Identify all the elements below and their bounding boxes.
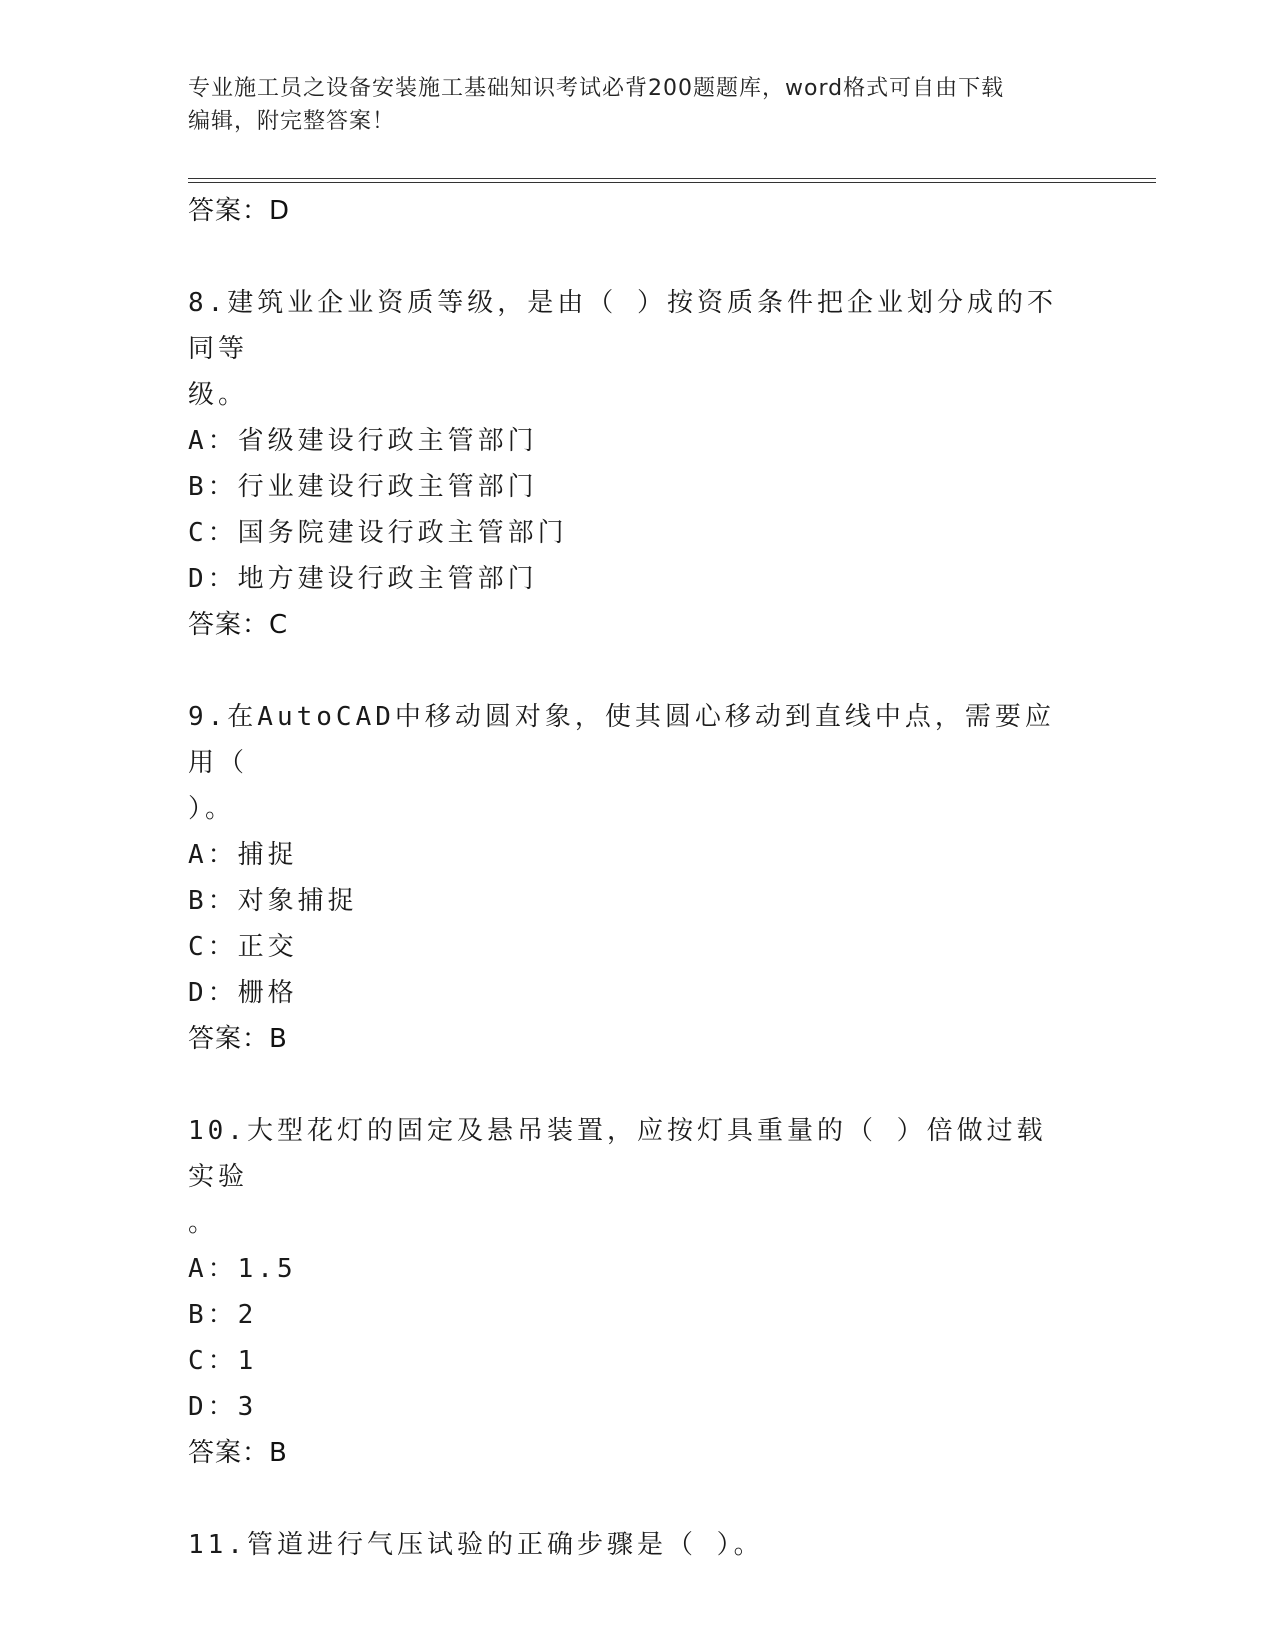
question-11 — [188, 1522, 1088, 1568]
question-9 — [188, 694, 1088, 1062]
option-b: B：对象捕捉 — [188, 886, 358, 916]
question-stem — [188, 1108, 1068, 1246]
previous-answer: 答案：D — [188, 196, 291, 226]
option-b: B：2 — [188, 1300, 258, 1330]
option-c: C：1 — [188, 1346, 258, 1376]
question-stem-line-2: ）。 — [188, 794, 236, 824]
option-d: D：栅格 — [188, 978, 298, 1008]
question-stem-line-2: 级。 — [188, 380, 249, 410]
option-d: D：地方建设行政主管部门 — [188, 564, 538, 594]
option-d: D：3 — [188, 1392, 258, 1422]
page-header — [188, 72, 1088, 138]
question-answer: 答案：B — [188, 1024, 288, 1054]
question-content — [188, 188, 1088, 1568]
question-stem-line-2: 。 — [188, 1208, 219, 1238]
header-line-1: 专业施工员之设备安装施工基础知识考试必背200题题库，word格式可自由下载 — [188, 76, 1005, 101]
option-b: B：行业建设行政主管部门 — [188, 472, 538, 502]
question-8 — [188, 280, 1088, 648]
option-a: A：1.5 — [188, 1254, 297, 1284]
question-answer: 答案：B — [188, 1438, 288, 1468]
header-line-2: 编辑，附完整答案！ — [188, 109, 396, 134]
question-answer: 答案：C — [188, 610, 289, 640]
question-stem-line-1: 11.管道进行气压试验的正确步骤是（ ）。 — [188, 1530, 764, 1560]
option-a: A：省级建设行政主管部门 — [188, 426, 538, 456]
question-stem-line-1: 9.在AutoCAD中移动圆对象，使其圆心移动到直线中点，需要应用（ — [188, 702, 1055, 778]
option-a: A：捕捉 — [188, 840, 298, 870]
question-stem — [188, 1522, 1068, 1568]
question-stem — [188, 694, 1068, 832]
question-stem-line-1: 8.建筑业企业资质等级，是由（ ）按资质条件把企业划分成的不同等 — [188, 288, 1057, 364]
question-stem-line-1: 10.大型花灯的固定及悬吊装置，应按灯具重量的（ ）倍做过载实验 — [188, 1116, 1047, 1192]
question-10 — [188, 1108, 1088, 1476]
option-c: C：国务院建设行政主管部门 — [188, 518, 568, 548]
option-c: C：正交 — [188, 932, 298, 962]
question-stem — [188, 280, 1068, 418]
header-divider — [188, 178, 1156, 183]
